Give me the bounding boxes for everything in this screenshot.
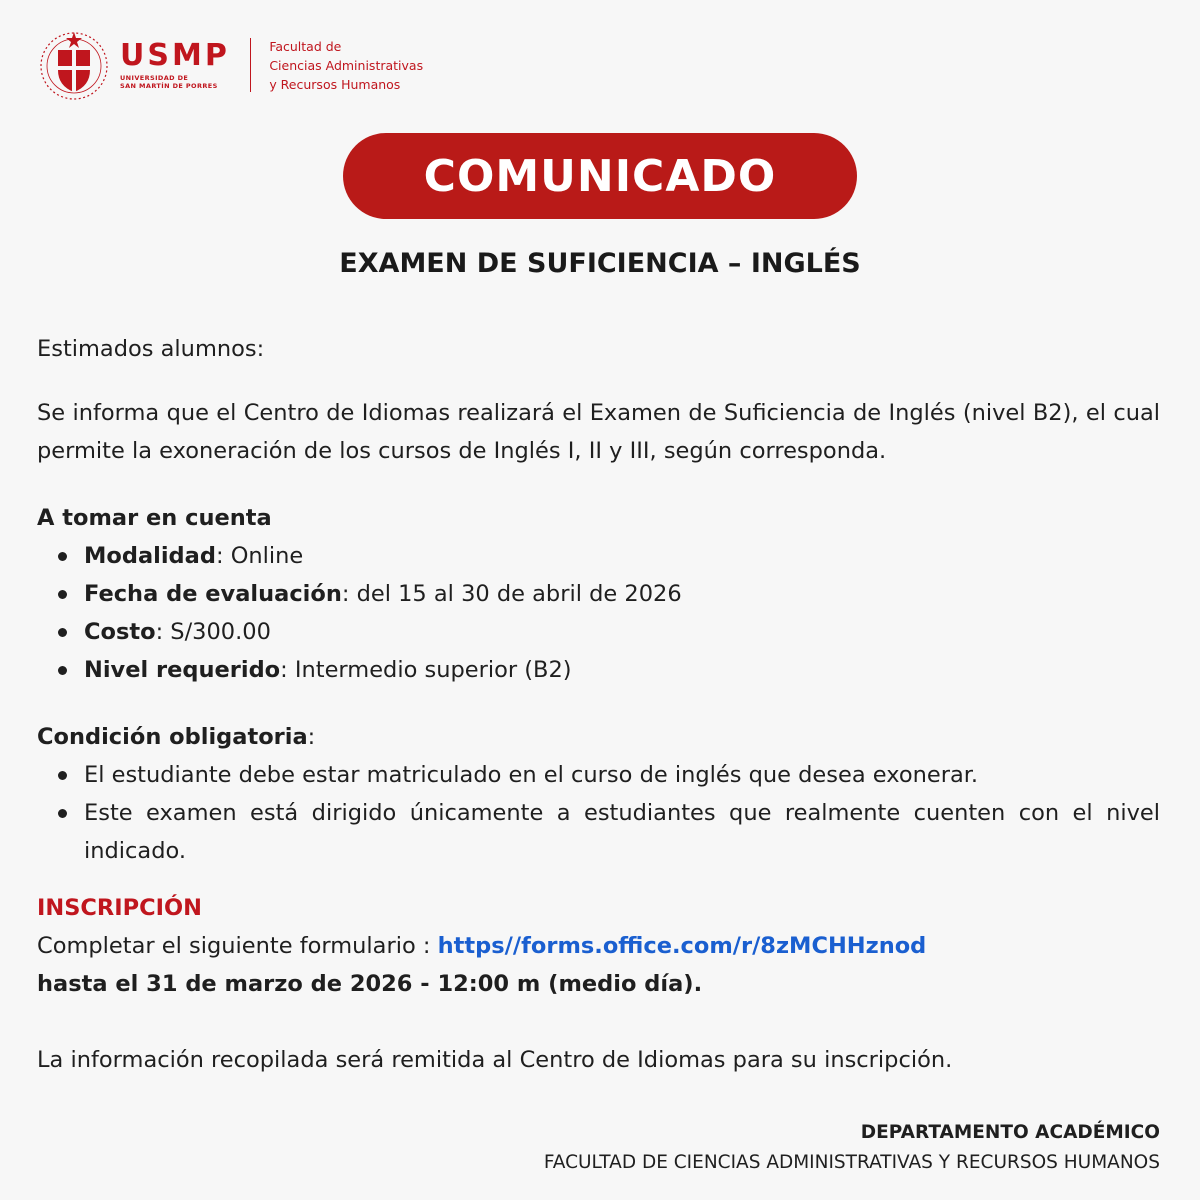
usmp-wordmark: USMP — [120, 38, 230, 73]
title-banner — [343, 133, 857, 219]
header-divider — [250, 38, 252, 92]
registration-deadline: hasta el 31 de marzo de 2026 - 12:00 m (medio día). — [37, 971, 703, 997]
list-item: El estudiante debe estar matriculado en el curso de inglés que desea exonerar. — [84, 756, 1160, 794]
usmp-subtitle-2: SAN MARTÍN DE PORRES — [120, 82, 218, 90]
usmp-shield-cross-icon — [36, 28, 112, 102]
condition-heading: Condición obligatoria — [37, 724, 308, 750]
registration-form-link[interactable]: https//forms.office.com/r/8zMCHHznod — [437, 933, 927, 959]
considerations-heading: A tomar en cuenta — [37, 505, 272, 531]
intro-paragraph: Se informa que el Centro de Idiomas realizará el Examen de Suficiencia de Inglés (nivel B2), el cual permite la exoneración de los cursos de Inglés I, II y III, según corresponda. — [37, 400, 1160, 464]
header — [36, 28, 423, 102]
faculty-line-3: y Recursos Humanos — [269, 76, 401, 92]
list-item: Modalidad: Online — [84, 537, 1160, 575]
footer-faculty: FACULTAD DE CIENCIAS ADMINISTRATIVAS Y RECURSOS HUMANOS — [543, 1152, 1160, 1173]
usmp-brand — [120, 40, 230, 90]
list-item: Este examen está dirigido únicamente a estudiantes que realmente cuenten con el nivel indicado. — [84, 794, 1160, 870]
footer-department: DEPARTAMENTO ACADÉMICO — [860, 1122, 1160, 1143]
condition-list — [37, 756, 1160, 870]
footer-signature — [544, 1118, 1160, 1178]
list-item: Costo: S/300.00 — [84, 613, 1160, 651]
faculty-name — [269, 37, 423, 94]
considerations-list — [37, 537, 1160, 689]
list-item: Nivel requerido: Intermedio superior (B2) — [84, 651, 1160, 689]
faculty-line-2: Ciencias Administrativas — [269, 57, 424, 73]
registration-section — [37, 889, 1160, 1003]
considerations-section — [37, 499, 1160, 689]
registration-heading: INSCRIPCIÓN — [37, 895, 202, 921]
registration-prefix: Completar el siguiente formulario : — [37, 933, 438, 959]
page-subtitle: EXAMEN DE SUFICIENCIA – INGLÉS — [339, 248, 861, 279]
greeting: Estimados alumnos: — [37, 336, 265, 362]
page-title: COMUNICADO — [423, 150, 777, 202]
usmp-subtitle-1: UNIVERSIDAD DE — [120, 74, 189, 82]
closing-note: La información recopilada será remitida al Centro de Idiomas para su inscripción. — [37, 1047, 953, 1073]
faculty-line-1: Facultad de — [269, 38, 342, 54]
condition-section: Condición obligatoria: El estudiante debe estar matriculado en el curso de inglés que desea exonerar. Este examen está dirigido únicamente a estudiantes que realmente cuenten con el nivel indicado. — [37, 718, 1160, 870]
list-item: Fecha de evaluación: del 15 al 30 de abril de 2026 — [84, 575, 1160, 613]
